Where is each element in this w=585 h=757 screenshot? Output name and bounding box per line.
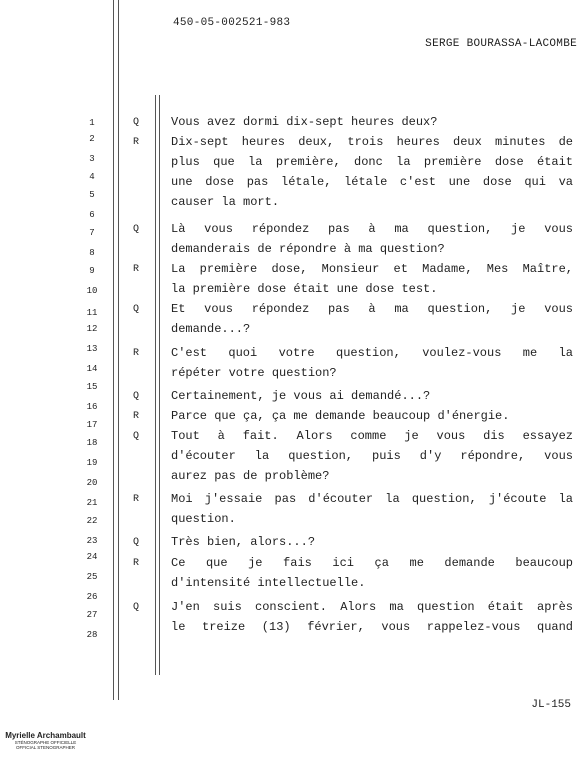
transcript-line: Moi j'essaie pas d'écouter la question, j'écoute la	[171, 492, 573, 506]
stamp-title-en: OFFICIAL STENOGRAPHER	[15, 745, 76, 750]
transcript-line: demanderais de répondre à ma question?	[171, 242, 445, 256]
line-number: 4	[89, 172, 95, 182]
line-number: 20	[86, 478, 98, 488]
transcript-line: causer la mort.	[171, 195, 280, 209]
line-number: 5	[89, 190, 95, 200]
speaker-marker: Q	[132, 224, 139, 235]
line-number: 23	[86, 536, 98, 546]
line-number: 10	[86, 286, 98, 296]
line-number: 2	[89, 134, 95, 144]
speaker-marker: Q	[132, 602, 139, 613]
transcript-line: la première dose était une dose test.	[171, 282, 438, 296]
stamp-name: Myrielle Archambault	[5, 731, 86, 740]
transcript-line: le treize (13) février, vous rappelez-vous quand	[171, 620, 573, 634]
speaker-marker: R	[132, 264, 139, 275]
transcript-line: demande...?	[171, 322, 251, 336]
line-number: 27	[86, 610, 98, 620]
transcript-line: Vous avez dormi dix-sept heures deux?	[171, 115, 438, 129]
transcript-line: Certainement, je vous ai demandé...?	[171, 389, 431, 403]
line-number: 21	[86, 498, 98, 508]
line-number: 25	[86, 572, 98, 582]
line-number: 6	[89, 210, 95, 220]
line-number: 14	[86, 364, 98, 374]
stamp-title-fr: STÉNOGRAPHE OFFICIELLE	[14, 740, 77, 745]
case-number: 450-05-002521-983	[173, 17, 291, 29]
line-number: 12	[86, 324, 98, 334]
line-number: 16	[86, 402, 98, 412]
speaker-marker: R	[132, 137, 139, 148]
speaker-marker: R	[132, 411, 139, 422]
line-number: 3	[89, 154, 95, 164]
transcript-line: C'est quoi votre question, voulez-vous me la	[171, 346, 573, 360]
transcript-line: Et vous répondez pas à ma question, je vous	[171, 302, 573, 316]
line-number: 7	[89, 228, 95, 238]
transcript-line: plus que la première, donc la première dose était	[171, 155, 573, 169]
transcript-line: Tout à fait. Alors comme je vous dis essayez	[171, 429, 573, 443]
line-number: 19	[86, 458, 98, 468]
line-number: 13	[86, 344, 98, 354]
margin-rule-qr-2	[159, 95, 160, 675]
transcript-line: aurez pas de problème?	[171, 469, 330, 483]
speaker-marker: Q	[132, 537, 139, 548]
speaker-marker: Q	[132, 117, 139, 128]
stenographer-stamp	[3, 731, 88, 750]
line-number: 18	[86, 438, 98, 448]
margin-rule-qr	[155, 95, 156, 675]
speaker-marker: Q	[132, 391, 139, 402]
line-number: 24	[86, 552, 98, 562]
transcript-line: Parce que ça, ça me demande beaucoup d'énergie.	[171, 409, 510, 423]
line-number: 15	[86, 382, 98, 392]
line-number: 8	[89, 248, 95, 258]
page-reference: JL-155	[531, 699, 571, 711]
transcript-line: d'écouter la question, puis d'y répondre, vous	[171, 449, 573, 463]
line-number: 1	[89, 118, 95, 128]
speaker-marker: Q	[132, 304, 139, 315]
speaker-marker: R	[132, 558, 139, 569]
line-number: 11	[86, 308, 98, 318]
speaker-marker: R	[132, 348, 139, 359]
margin-rule-left-2	[118, 0, 119, 700]
transcript-line: Très bien, alors...?	[171, 535, 316, 549]
transcript-line: Là vous répondez pas à ma question, je vous	[171, 222, 573, 236]
transcript-line: J'en suis conscient. Alors ma question était après	[171, 600, 573, 614]
line-number: 22	[86, 516, 98, 526]
transcript-line: La première dose, Monsieur et Madame, Mes Maître,	[171, 262, 573, 276]
speaker-marker: R	[132, 494, 139, 505]
speaker-marker: Q	[132, 431, 139, 442]
line-number: 28	[86, 630, 98, 640]
margin-rule-left-1	[113, 0, 114, 700]
transcript-line: Ce que je fais ici ça me demande beaucoup	[171, 556, 573, 570]
line-number: 26	[86, 592, 98, 602]
transcript-line: d'intensité intellectuelle.	[171, 576, 366, 590]
transcript-line: une dose pas létale, létale c'est une dose qui va	[171, 175, 573, 189]
speaker-name: SERGE BOURASSA-LACOMBE	[425, 38, 577, 50]
transcript-line: question.	[171, 512, 236, 526]
transcript-line: Dix-sept heures deux, trois heures deux minutes de	[171, 135, 573, 149]
line-number: 17	[86, 420, 98, 430]
transcript-line: répéter votre question?	[171, 366, 337, 380]
line-number: 9	[89, 266, 95, 276]
